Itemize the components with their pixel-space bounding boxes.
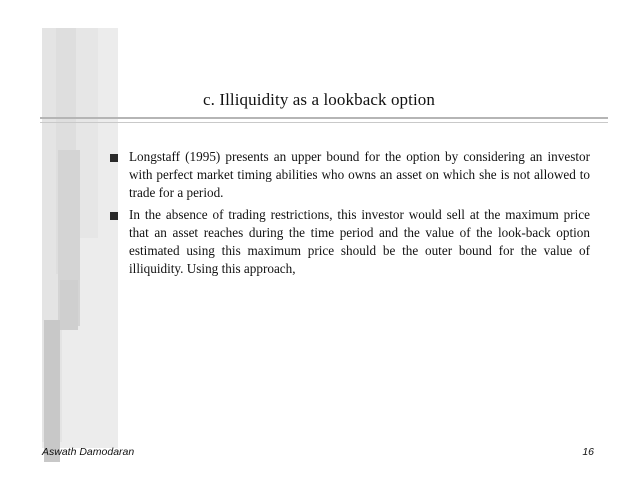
footer-author: Aswath Damodaran (42, 446, 135, 458)
bullet-text: In the absence of trading restrictions, this investor would sell at the maximum price that an asset reaches during the time period and the value of the look-back option estimated using this maximum price should be the outer bound for the value of illiquidity. Using this approach, (129, 207, 590, 276)
bullet-list (108, 148, 590, 282)
square-bullet-icon (110, 212, 118, 220)
square-bullet-icon (110, 154, 118, 162)
bullet-item (108, 148, 590, 202)
title-underline (40, 117, 608, 119)
decorative-bar-dark (44, 320, 60, 462)
title-underline-secondary (40, 122, 608, 123)
bullet-text: Longstaff (1995) presents an upper bound for the option by considering an investor with perfect market timing abilities who owns an asset on which she is not allowed to trade for a period. (129, 149, 590, 200)
bullet-item (108, 206, 590, 278)
decorative-bar-bottom (60, 280, 78, 330)
slide-title: c. Illiquidity as a lookback option (202, 90, 435, 109)
page-number: 16 (582, 446, 594, 458)
